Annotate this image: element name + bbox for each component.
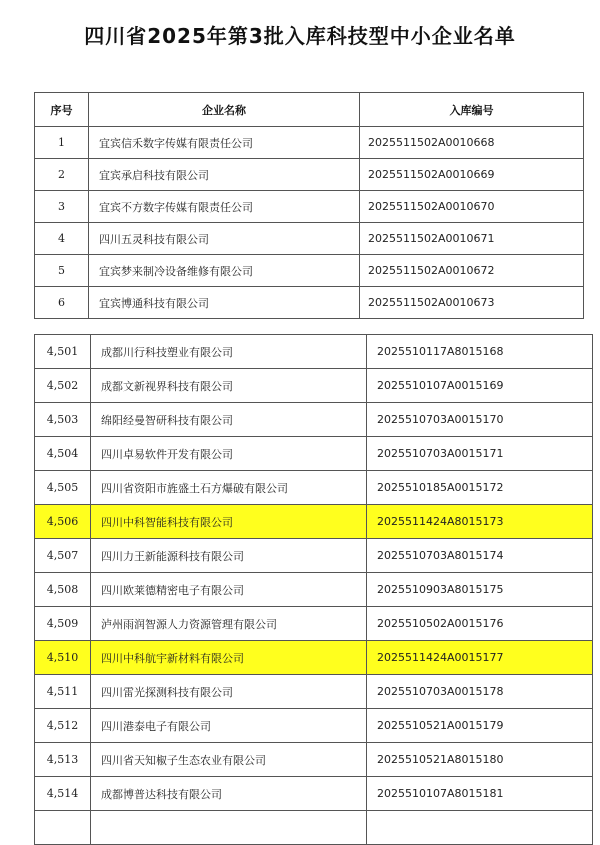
company-name-cell: 四川中科航宇新材料有限公司 (91, 641, 367, 675)
table-header-row (35, 93, 584, 127)
registration-no-cell: 2025511502A0010669 (360, 159, 584, 191)
serial-no-cell: 1 (35, 127, 89, 159)
serial-no-cell: 4,509 (35, 607, 91, 641)
table-row-highlighted (35, 505, 593, 539)
table-row (35, 471, 593, 505)
table-row (35, 191, 584, 223)
table-row (35, 403, 593, 437)
header-company-name: 企业名称 (89, 93, 360, 127)
company-name-cell: 四川省天知椒子生态农业有限公司 (91, 743, 367, 777)
table-row (35, 743, 593, 777)
registration-no-cell: 2025511502A0010672 (360, 255, 584, 287)
company-name-cell (91, 811, 367, 845)
table-row (35, 709, 593, 743)
serial-no-cell: 4 (35, 223, 89, 255)
serial-no-cell: 4,502 (35, 369, 91, 403)
serial-no-cell: 4,506 (35, 505, 91, 539)
company-name-cell: 四川港泰电子有限公司 (91, 709, 367, 743)
company-name-cell: 宜宾博通科技有限公司 (89, 287, 360, 319)
serial-no-cell: 4,510 (35, 641, 91, 675)
serial-no-cell: 4,505 (35, 471, 91, 505)
serial-no-cell: 6 (35, 287, 89, 319)
serial-no-cell: 4,512 (35, 709, 91, 743)
registration-no-cell (367, 811, 593, 845)
registration-no-cell: 2025510703A0015170 (367, 403, 593, 437)
table-row (35, 777, 593, 811)
company-name-cell: 泸州雨润智源人力资源管理有限公司 (91, 607, 367, 641)
table-row (35, 607, 593, 641)
enterprise-table-top (34, 92, 584, 319)
table-row (35, 335, 593, 369)
registration-no-cell: 2025510117A8015168 (367, 335, 593, 369)
registration-no-cell: 2025510107A8015181 (367, 777, 593, 811)
page-title: 四川省2025年第3批入库科技型中小企业名单 (84, 24, 516, 48)
company-name-cell: 四川省资阳市旌盛土石方爆破有限公司 (91, 471, 367, 505)
serial-no-cell: 4,504 (35, 437, 91, 471)
table-row (35, 437, 593, 471)
company-name-cell: 四川中科智能科技有限公司 (91, 505, 367, 539)
company-name-cell: 四川卓易软件开发有限公司 (91, 437, 367, 471)
registration-no-cell: 2025510185A0015172 (367, 471, 593, 505)
table-row (35, 675, 593, 709)
serial-no-cell: 4,507 (35, 539, 91, 573)
table-row (35, 573, 593, 607)
company-name-cell: 四川雷光探测科技有限公司 (91, 675, 367, 709)
table-row (35, 127, 584, 159)
company-name-cell: 成都文新视界科技有限公司 (91, 369, 367, 403)
serial-no-cell: 4,503 (35, 403, 91, 437)
registration-no-cell: 2025511502A0010670 (360, 191, 584, 223)
company-name-cell: 四川力王新能源科技有限公司 (91, 539, 367, 573)
table-row (35, 287, 584, 319)
header-registration-no: 入库编号 (360, 93, 584, 127)
company-name-cell: 四川欧莱德精密电子有限公司 (91, 573, 367, 607)
registration-no-cell: 2025510903A8015175 (367, 573, 593, 607)
serial-no-cell (35, 811, 91, 845)
company-name-cell: 宜宾信禾数字传媒有限责任公司 (89, 127, 360, 159)
table-row (35, 811, 593, 845)
table-row (35, 539, 593, 573)
registration-no-cell: 2025510502A0015176 (367, 607, 593, 641)
table-row (35, 159, 584, 191)
company-name-cell: 成都川行科技塑业有限公司 (91, 335, 367, 369)
registration-no-cell: 2025510703A0015171 (367, 437, 593, 471)
company-name-cell: 四川五灵科技有限公司 (89, 223, 360, 255)
company-name-cell: 宜宾不方数字传媒有限责任公司 (89, 191, 360, 223)
serial-no-cell: 4,513 (35, 743, 91, 777)
registration-no-cell: 2025511424A8015173 (367, 505, 593, 539)
registration-no-cell: 2025511424A0015177 (367, 641, 593, 675)
serial-no-cell: 4,511 (35, 675, 91, 709)
company-name-cell: 成都博普达科技有限公司 (91, 777, 367, 811)
company-name-cell: 宜宾梦来制冷设备维修有限公司 (89, 255, 360, 287)
registration-no-cell: 2025511502A0010673 (360, 287, 584, 319)
enterprise-table-bottom (34, 334, 593, 845)
table-row-highlighted (35, 641, 593, 675)
serial-no-cell: 5 (35, 255, 89, 287)
table-row (35, 255, 584, 287)
company-name-cell: 绵阳经曼智研科技有限公司 (91, 403, 367, 437)
serial-no-cell: 4,508 (35, 573, 91, 607)
table-row (35, 369, 593, 403)
registration-no-cell: 2025510107A0015169 (367, 369, 593, 403)
serial-no-cell: 4,514 (35, 777, 91, 811)
registration-no-cell: 2025510521A8015180 (367, 743, 593, 777)
table-row (35, 223, 584, 255)
registration-no-cell: 2025511502A0010668 (360, 127, 584, 159)
registration-no-cell: 2025511502A0010671 (360, 223, 584, 255)
company-name-cell: 宜宾承启科技有限公司 (89, 159, 360, 191)
registration-no-cell: 2025510521A0015179 (367, 709, 593, 743)
header-serial-no: 序号 (35, 93, 89, 127)
registration-no-cell: 2025510703A0015178 (367, 675, 593, 709)
serial-no-cell: 2 (35, 159, 89, 191)
registration-no-cell: 2025510703A8015174 (367, 539, 593, 573)
serial-no-cell: 4,501 (35, 335, 91, 369)
serial-no-cell: 3 (35, 191, 89, 223)
